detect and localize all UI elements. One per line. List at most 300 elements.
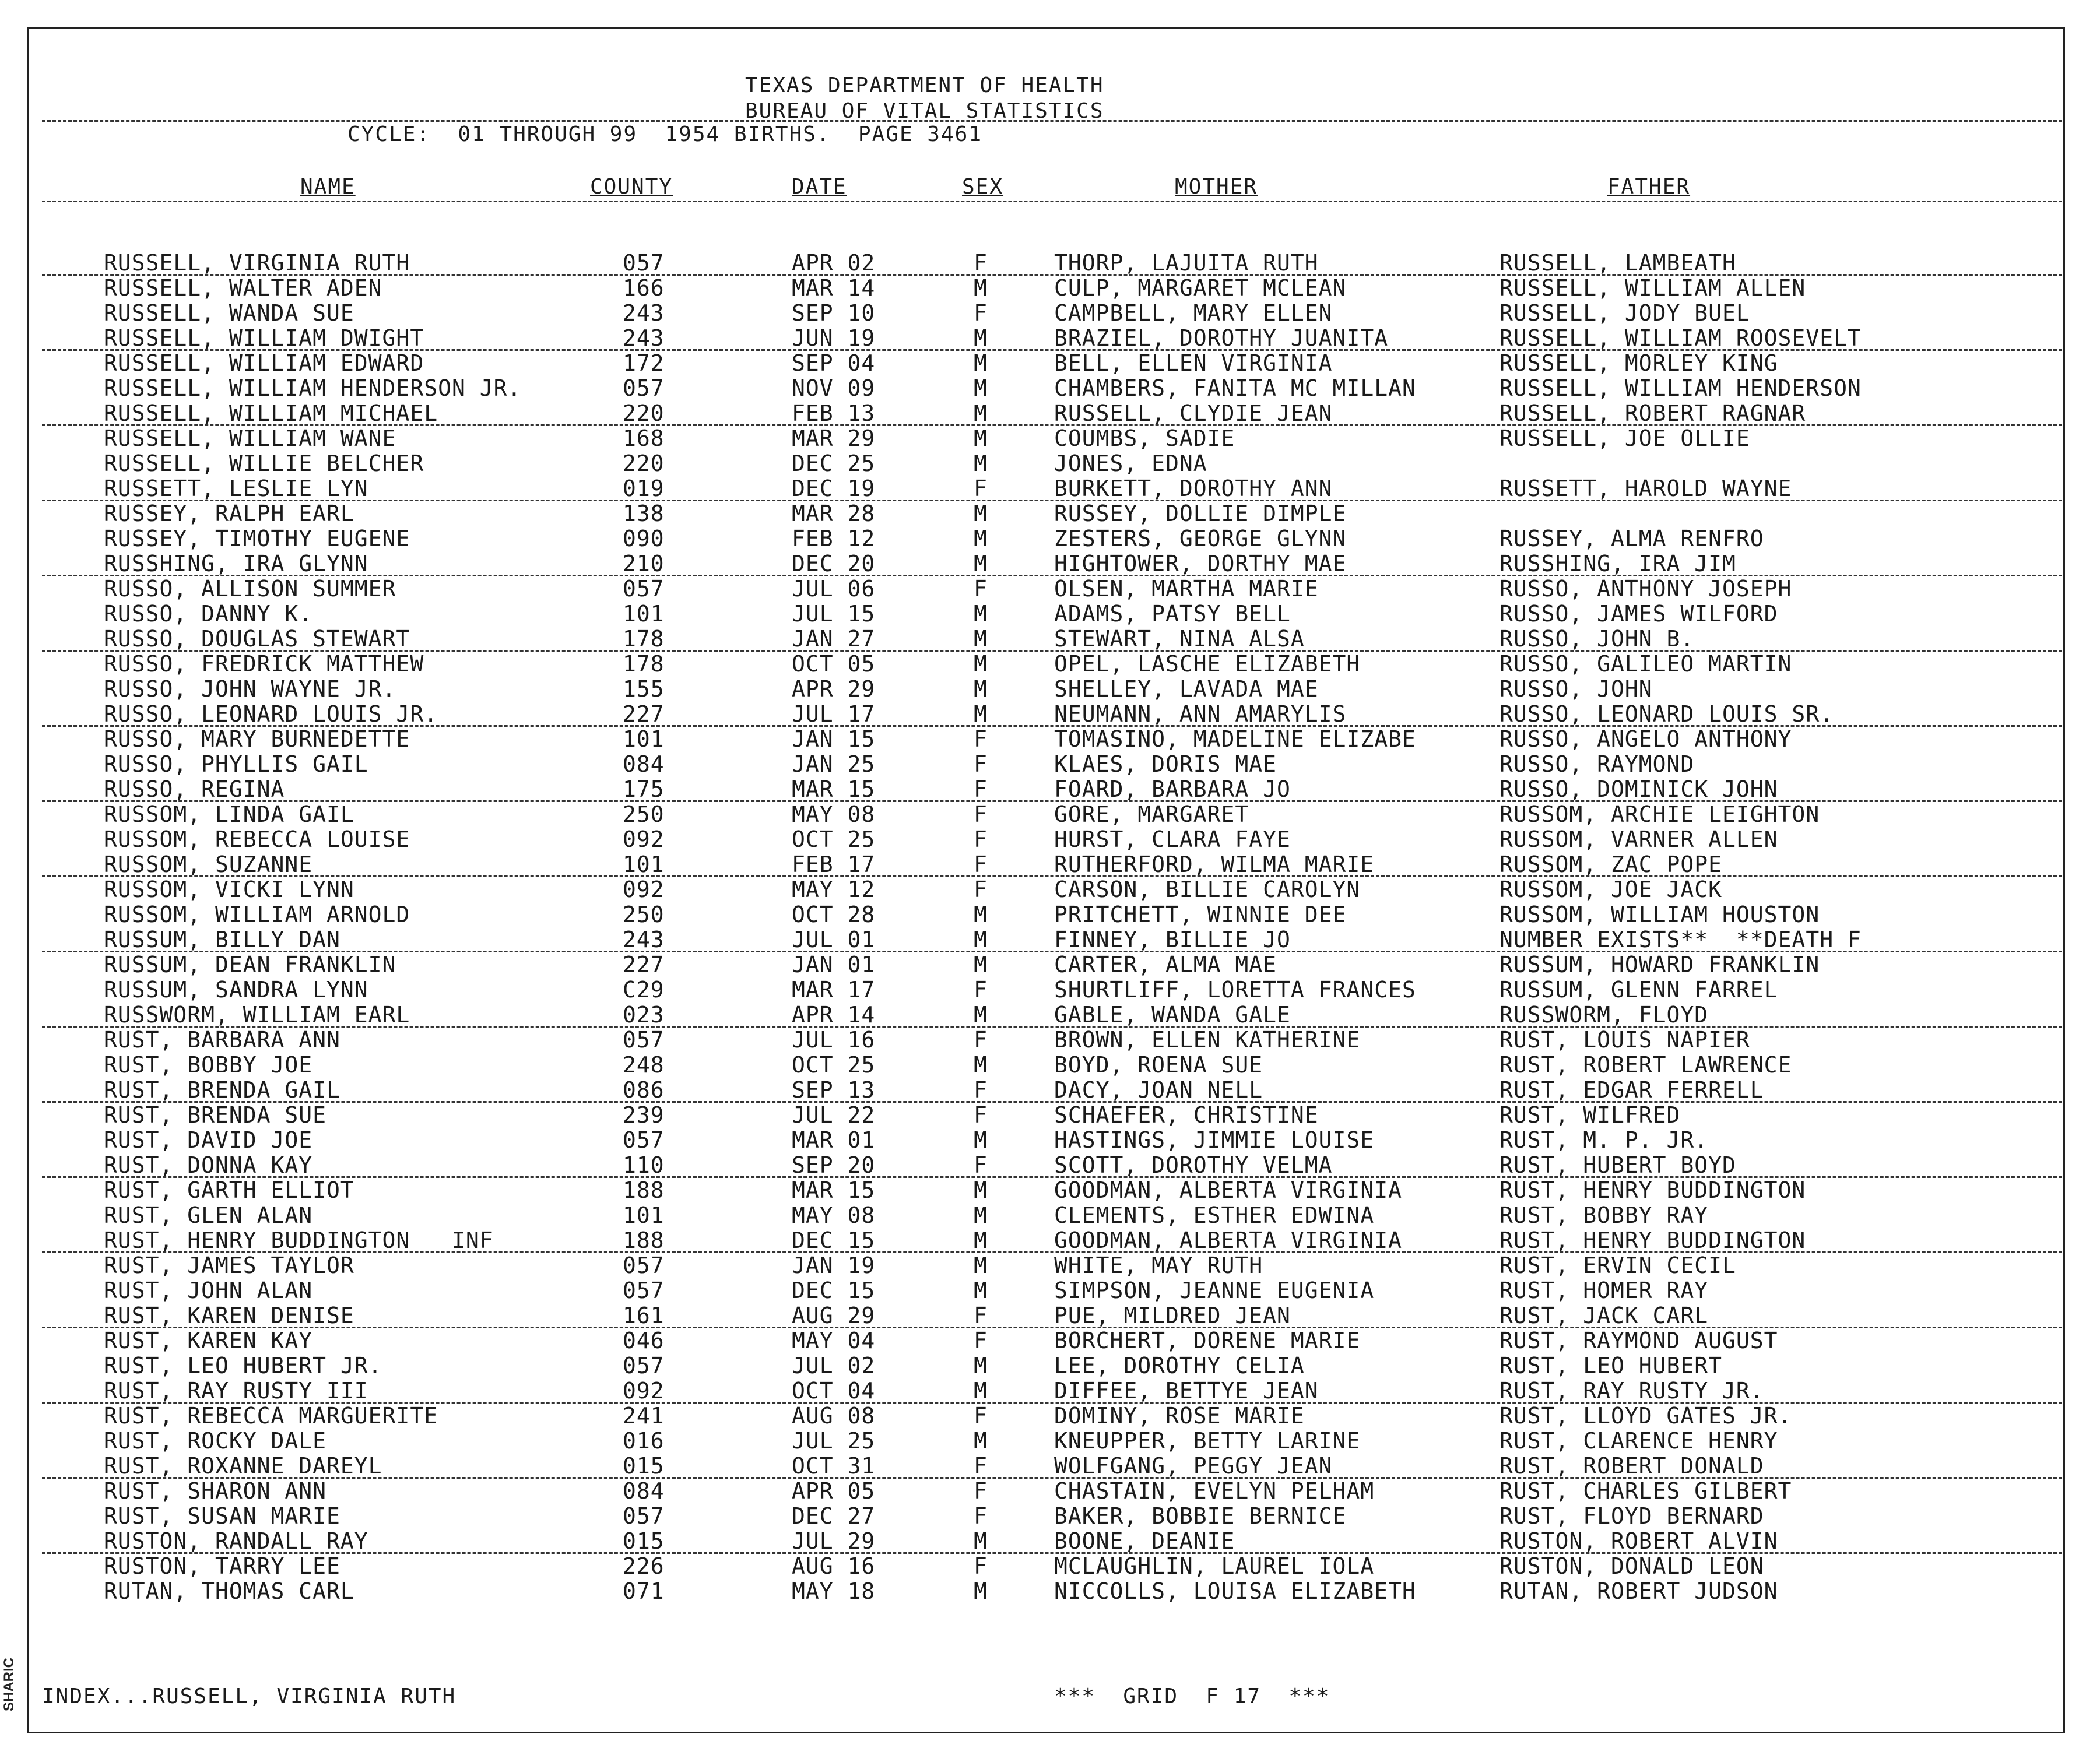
cell-sex: M [974, 501, 988, 526]
cell-county: 071 [623, 1578, 665, 1604]
cell-date: DEC 19 [792, 476, 876, 501]
table-row [0, 376, 2100, 401]
cell-name: RUST, ROXANNE DAREYL [104, 1453, 382, 1479]
cell-date: SEP 10 [792, 300, 876, 326]
side-label: SHARIC [1, 1658, 17, 1712]
cell-sex: M [974, 1127, 988, 1153]
table-row [0, 426, 2100, 451]
cell-sex: F [974, 1027, 988, 1053]
cell-sex: M [974, 425, 988, 451]
cell-mother: HURST, CLARA FAYE [1054, 826, 1291, 852]
cell-name: RUST, GARTH ELLIOT [104, 1177, 354, 1203]
cell-date: MAY 18 [792, 1578, 876, 1604]
cell-mother: SCOTT, DOROTHY VELMA [1054, 1152, 1333, 1178]
cell-date: APR 14 [792, 1002, 876, 1028]
cell-county: 057 [623, 250, 665, 276]
cell-county: 220 [623, 451, 665, 476]
cell-father: RUSSO, JOHN B. [1500, 626, 1695, 652]
cell-county: 057 [623, 1353, 665, 1378]
cell-father: RUSSOM, ZAC POPE [1500, 852, 1723, 877]
cell-name: RUSSWORM, WILLIAM EARL [104, 1002, 410, 1028]
table-row [0, 1479, 2100, 1504]
cell-name: RUSSELL, WILLIAM WANE [104, 425, 396, 451]
cell-county: 086 [623, 1077, 665, 1103]
cell-mother: COUMBS, SADIE [1054, 425, 1235, 451]
cell-county: 250 [623, 902, 665, 927]
cell-name: RUST, REBECCA MARGUERITE [104, 1403, 438, 1429]
cell-mother: ADAMS, PATSY BELL [1054, 601, 1291, 627]
cell-name: RUSSELL, WILLIE BELCHER [104, 451, 424, 476]
cell-sex: M [974, 1278, 988, 1303]
cell-sex: M [974, 676, 988, 702]
cell-county: 016 [623, 1428, 665, 1454]
cell-date: JUL 25 [792, 1428, 876, 1454]
cell-date: OCT 04 [792, 1378, 876, 1404]
cell-name: RUST, LEO HUBERT JR. [104, 1353, 382, 1378]
table-row [0, 977, 2100, 1003]
cell-mother: SIMPSON, JEANNE EUGENIA [1054, 1278, 1375, 1303]
cell-county: 166 [623, 275, 665, 301]
cell-father: RUSSO, DOMINICK JOHN [1500, 776, 1778, 802]
cell-mother: DACY, JOAN NELL [1054, 1077, 1263, 1103]
cell-date: JAN 01 [792, 952, 876, 977]
table-row [0, 1178, 2100, 1203]
cell-father: RUST, CHARLES GILBERT [1500, 1478, 1792, 1504]
cell-father: RUSSO, ANGELO ANTHONY [1500, 726, 1792, 752]
cell-name: RUST, KAREN DENISE [104, 1303, 354, 1328]
cell-father: RUST, FLOYD BERNARD [1500, 1503, 1764, 1529]
cell-sex: F [974, 1152, 988, 1178]
cell-mother: TOMASINO, MADELINE ELIZABE [1054, 726, 1416, 752]
cell-date: DEC 27 [792, 1503, 876, 1529]
cell-father: RUTAN, ROBERT JUDSON [1500, 1578, 1778, 1604]
cell-mother: SHELLEY, LAVADA MAE [1054, 676, 1319, 702]
cell-name: RUSSEY, RALPH EARL [104, 501, 354, 526]
cell-mother: PRITCHETT, WINNIE DEE [1054, 902, 1347, 927]
cell-county: 101 [623, 601, 665, 627]
cell-sex: M [974, 952, 988, 977]
footer-grid: *** GRID F 17 *** [1054, 1684, 1330, 1708]
cell-father: RUSTON, ROBERT ALVIN [1500, 1528, 1778, 1554]
cell-father: RUST, ROBERT DONALD [1500, 1453, 1764, 1479]
table-row [0, 1203, 2100, 1228]
cell-name: RUSSELL, WILLIAM HENDERSON JR. [104, 375, 522, 401]
cell-father: RUST, RAY RUSTY JR. [1500, 1378, 1764, 1404]
cell-father: RUSSO, ANTHONY JOSEPH [1500, 576, 1792, 602]
cell-name: RUSSUM, SANDRA LYNN [104, 977, 368, 1003]
cell-name: RUSSEY, TIMOTHY EUGENE [104, 526, 410, 551]
cell-date: OCT 25 [792, 826, 876, 852]
table-row [0, 326, 2100, 351]
cell-date: MAR 14 [792, 275, 876, 301]
cell-date: OCT 25 [792, 1052, 876, 1078]
header-bureau: BUREAU OF VITAL STATISTICS [745, 99, 1104, 123]
cell-name: RUSSO, DANNY K. [104, 601, 313, 627]
cell-name: RUSSELL, WANDA SUE [104, 300, 354, 326]
cell-sex: M [974, 325, 988, 351]
cell-name: RUST, DONNA KAY [104, 1152, 313, 1178]
cell-date: JUL 29 [792, 1528, 876, 1554]
table-row [0, 777, 2100, 802]
cell-sex: M [974, 1428, 988, 1454]
cell-father: RUSSELL, JODY BUEL [1500, 300, 1750, 326]
cell-date: APR 29 [792, 676, 876, 702]
cell-name: RUSSOM, WILLIAM ARNOLD [104, 902, 410, 927]
cell-mother: RUTHERFORD, WILMA MARIE [1054, 852, 1375, 877]
cell-name: RUSSO, JOHN WAYNE JR. [104, 676, 396, 702]
cell-county: C29 [623, 977, 665, 1003]
cell-county: 110 [623, 1152, 665, 1178]
cell-county: 057 [623, 1127, 665, 1153]
cell-date: JUL 15 [792, 601, 876, 627]
cell-name: RUSSOM, REBECCA LOUISE [104, 826, 410, 852]
cell-date: AUG 29 [792, 1303, 876, 1328]
cell-sex: F [974, 877, 988, 902]
cell-mother: WOLFGANG, PEGGY JEAN [1054, 1453, 1333, 1479]
cell-sex: M [974, 400, 988, 426]
cell-county: 226 [623, 1553, 665, 1579]
cell-date: DEC 15 [792, 1228, 876, 1253]
cell-name: RUST, BARBARA ANN [104, 1027, 340, 1053]
cell-sex: F [974, 776, 988, 802]
cell-sex: M [974, 1578, 988, 1604]
cell-mother: RUSSELL, CLYDIE JEAN [1054, 400, 1333, 426]
cell-father: RUST, ROBERT LAWRENCE [1500, 1052, 1792, 1078]
table-row [0, 752, 2100, 777]
cell-mother: GOODMAN, ALBERTA VIRGINIA [1054, 1177, 1402, 1203]
cell-mother: FINNEY, BILLIE JO [1054, 927, 1291, 952]
header-department: TEXAS DEPARTMENT OF HEALTH [745, 73, 1104, 97]
table-row [0, 1378, 2100, 1404]
cell-date: FEB 12 [792, 526, 876, 551]
cell-date: FEB 17 [792, 852, 876, 877]
cell-name: RUSSO, FREDRICK MATTHEW [104, 651, 424, 677]
cell-mother: KLAES, DORIS MAE [1054, 751, 1277, 777]
cell-sex: F [974, 1328, 988, 1353]
table-row [0, 1353, 2100, 1378]
cell-county: 092 [623, 1378, 665, 1404]
table-row [0, 677, 2100, 702]
cell-mother: NICCOLLS, LOUISA ELIZABETH [1054, 1578, 1416, 1604]
cell-date: MAR 28 [792, 501, 876, 526]
cell-mother: DIFFEE, BETTYE JEAN [1054, 1378, 1319, 1404]
cell-county: 188 [623, 1228, 665, 1253]
col-header-sex: SEX [962, 175, 1004, 199]
table-row [0, 1303, 2100, 1328]
cell-father: RUSTON, DONALD LEON [1500, 1553, 1764, 1579]
cell-mother: RUSSEY, DOLLIE DIMPLE [1054, 501, 1347, 526]
cell-sex: M [974, 551, 988, 576]
cell-mother: CARSON, BILLIE CAROLYN [1054, 877, 1361, 902]
cell-sex: F [974, 1403, 988, 1429]
cell-date: MAR 29 [792, 425, 876, 451]
cell-county: 057 [623, 375, 665, 401]
cell-mother: BURKETT, DOROTHY ANN [1054, 476, 1333, 501]
table-row [0, 1028, 2100, 1053]
cell-father: RUSSELL, LAMBEATH [1500, 250, 1736, 276]
cell-father: RUST, LLOYD GATES JR. [1500, 1403, 1792, 1429]
table-row [0, 451, 2100, 476]
cell-mother: CHASTAIN, EVELYN PELHAM [1054, 1478, 1375, 1504]
cell-sex: F [974, 476, 988, 501]
cell-date: OCT 28 [792, 902, 876, 927]
cell-mother: MCLAUGHLIN, LAUREL IOLA [1054, 1553, 1375, 1579]
cell-county: 243 [623, 927, 665, 952]
cell-name: RUSSUM, BILLY DAN [104, 927, 340, 952]
cell-sex: M [974, 1202, 988, 1228]
cell-name: RUSSOM, VICKI LYNN [104, 877, 354, 902]
cell-mother: HASTINGS, JIMMIE LOUISE [1054, 1127, 1375, 1153]
cell-mother: CLEMENTS, ESTHER EDWINA [1054, 1202, 1375, 1228]
cell-father: RUSSHING, IRA JIM [1500, 551, 1736, 576]
cell-mother: KNEUPPER, BETTY LARINE [1054, 1428, 1361, 1454]
cell-mother: OPEL, LASCHE ELIZABETH [1054, 651, 1361, 677]
cell-county: 172 [623, 350, 665, 376]
cell-mother: CULP, MARGARET MCLEAN [1054, 275, 1347, 301]
table-row [0, 852, 2100, 877]
cell-date: FEB 13 [792, 400, 876, 426]
cell-sex: M [974, 350, 988, 376]
table-row [0, 551, 2100, 576]
table-row [0, 301, 2100, 326]
cell-sex: F [974, 1503, 988, 1529]
cell-mother: OLSEN, MARTHA MARIE [1054, 576, 1319, 602]
cell-name: RUSSO, PHYLLIS GAIL [104, 751, 368, 777]
cell-date: JAN 25 [792, 751, 876, 777]
cell-county: 250 [623, 801, 665, 827]
cell-mother: SHURTLIFF, LORETTA FRANCES [1054, 977, 1416, 1003]
cell-county: 101 [623, 852, 665, 877]
cell-county: 227 [623, 952, 665, 977]
cell-sex: M [974, 1228, 988, 1253]
cell-name: RUSSETT, LESLIE LYN [104, 476, 368, 501]
table-row [0, 576, 2100, 602]
cell-county: 210 [623, 551, 665, 576]
cell-father: RUST, EDGAR FERRELL [1500, 1077, 1764, 1103]
cell-name: RUST, HENRY BUDDINGTON INF [104, 1228, 494, 1253]
cell-sex: F [974, 576, 988, 602]
table-row [0, 1278, 2100, 1303]
table-row [0, 501, 2100, 526]
cell-mother: NEUMANN, ANN AMARYLIS [1054, 701, 1347, 727]
cell-father: RUST, HOMER RAY [1500, 1278, 1709, 1303]
header-cycle: CYCLE: 01 THROUGH 99 1954 BIRTHS. PAGE 3461 [347, 122, 982, 146]
cell-date: MAR 01 [792, 1127, 876, 1153]
table-row [0, 1053, 2100, 1078]
cell-name: RUSTON, RANDALL RAY [104, 1528, 368, 1554]
cell-county: 057 [623, 1027, 665, 1053]
cell-sex: F [974, 1553, 988, 1579]
cell-county: 188 [623, 1177, 665, 1203]
cell-county: 101 [623, 1202, 665, 1228]
cell-mother: BOYD, ROENA SUE [1054, 1052, 1263, 1078]
table-row [0, 952, 2100, 977]
cell-sex: M [974, 601, 988, 627]
cell-sex: M [974, 375, 988, 401]
cell-mother: BOONE, DEANIE [1054, 1528, 1235, 1554]
cell-date: MAR 15 [792, 776, 876, 802]
cell-name: RUSSELL, WILLIAM DWIGHT [104, 325, 424, 351]
cell-sex: M [974, 1253, 988, 1278]
cell-father: RUST, LEO HUBERT [1500, 1353, 1723, 1378]
cell-name: RUST, SHARON ANN [104, 1478, 327, 1504]
cell-sex: F [974, 801, 988, 827]
cell-name: RUSSO, REGINA [104, 776, 285, 802]
cell-father: RUSSELL, MORLEY KING [1500, 350, 1778, 376]
cell-mother: THORP, LAJUITA RUTH [1054, 250, 1319, 276]
cell-mother: FOARD, BARBARA JO [1054, 776, 1291, 802]
cell-sex: M [974, 275, 988, 301]
cell-date: JUL 02 [792, 1353, 876, 1378]
cell-father: RUSSUM, GLENN FARREL [1500, 977, 1778, 1003]
table-row [0, 1003, 2100, 1028]
table-row [0, 627, 2100, 652]
cell-sex: M [974, 1002, 988, 1028]
table-row [0, 1454, 2100, 1479]
cell-date: OCT 05 [792, 651, 876, 677]
cell-county: 084 [623, 751, 665, 777]
table-row [0, 702, 2100, 727]
cell-father: RUST, WILFRED [1500, 1102, 1681, 1128]
table-row [0, 1579, 2100, 1604]
cell-county: 241 [623, 1403, 665, 1429]
cell-date: DEC 15 [792, 1278, 876, 1303]
cell-date: JUL 22 [792, 1102, 876, 1128]
table-row [0, 251, 2100, 276]
cell-father: RUSSO, GALILEO MARTIN [1500, 651, 1792, 677]
table-row [0, 276, 2100, 301]
cell-sex: F [974, 977, 988, 1003]
cell-mother: BELL, ELLEN VIRGINIA [1054, 350, 1333, 376]
cell-date: SEP 13 [792, 1077, 876, 1103]
cell-county: 092 [623, 877, 665, 902]
table-row [0, 476, 2100, 501]
cell-county: 161 [623, 1303, 665, 1328]
cell-father: RUSSEY, ALMA RENFRO [1500, 526, 1764, 551]
cell-name: RUSSELL, WILLIAM MICHAEL [104, 400, 438, 426]
header-divider [42, 120, 2062, 122]
cell-date: MAY 12 [792, 877, 876, 902]
cell-county: 155 [623, 676, 665, 702]
cell-mother: GORE, MARGARET [1054, 801, 1249, 827]
cell-county: 057 [623, 1503, 665, 1529]
cell-county: 243 [623, 325, 665, 351]
cell-county: 248 [623, 1052, 665, 1078]
cell-name: RUST, ROCKY DALE [104, 1428, 327, 1454]
cell-mother: CARTER, ALMA MAE [1054, 952, 1277, 977]
cell-county: 023 [623, 1002, 665, 1028]
cell-name: RUTAN, THOMAS CARL [104, 1578, 354, 1604]
cell-sex: M [974, 701, 988, 727]
cell-county: 090 [623, 526, 665, 551]
cell-date: MAY 08 [792, 1202, 876, 1228]
cell-sex: F [974, 852, 988, 877]
table-row [0, 351, 2100, 376]
col-header-mother: MOTHER [1175, 175, 1258, 199]
cell-date: SEP 20 [792, 1152, 876, 1178]
cell-mother: HIGHTOWER, DORTHY MAE [1054, 551, 1347, 576]
table-row [0, 902, 2100, 927]
cell-county: 239 [623, 1102, 665, 1128]
cell-mother: WHITE, MAY RUTH [1054, 1253, 1263, 1278]
cell-name: RUST, GLEN ALAN [104, 1202, 313, 1228]
cell-name: RUSSELL, VIRGINIA RUTH [104, 250, 410, 276]
cell-father: RUSSETT, HAROLD WAYNE [1500, 476, 1792, 501]
cell-father: RUST, HUBERT BOYD [1500, 1152, 1736, 1178]
table-row [0, 1404, 2100, 1429]
cell-name: RUST, SUSAN MARIE [104, 1503, 340, 1529]
cell-date: MAR 15 [792, 1177, 876, 1203]
cell-date: AUG 16 [792, 1553, 876, 1579]
cell-father: RUST, M. P. JR. [1500, 1127, 1709, 1153]
cell-sex: F [974, 726, 988, 752]
cell-name: RUST, BRENDA SUE [104, 1102, 327, 1128]
cell-date: DEC 25 [792, 451, 876, 476]
cell-name: RUST, JOHN ALAN [104, 1278, 313, 1303]
footer-index: INDEX...RUSSELL, VIRGINIA RUTH [42, 1684, 456, 1708]
cell-sex: M [974, 927, 988, 952]
cell-county: 178 [623, 651, 665, 677]
cell-father: RUSSO, JOHN [1500, 676, 1653, 702]
table-row [0, 652, 2100, 677]
cell-father: RUSSELL, ROBERT RAGNAR [1500, 400, 1806, 426]
cell-father: NUMBER EXISTS** **DEATH F [1500, 927, 1862, 952]
table-row [0, 401, 2100, 426]
cell-name: RUST, RAY RUSTY III [104, 1378, 368, 1404]
cell-date: JAN 19 [792, 1253, 876, 1278]
cell-mother: LEE, DOROTHY CELIA [1054, 1353, 1305, 1378]
table-row [0, 1253, 2100, 1278]
cell-date: DEC 20 [792, 551, 876, 576]
cell-county: 015 [623, 1528, 665, 1554]
cell-name: RUSSO, MARY BURNEDETTE [104, 726, 410, 752]
cell-mother: JONES, EDNA [1054, 451, 1207, 476]
cell-sex: M [974, 451, 988, 476]
table-row [0, 1328, 2100, 1353]
cell-date: MAY 08 [792, 801, 876, 827]
cell-mother: CAMPBELL, MARY ELLEN [1054, 300, 1333, 326]
cell-name: RUSSOM, SUZANNE [104, 852, 313, 877]
table-row [0, 1429, 2100, 1454]
cell-mother: PUE, MILDRED JEAN [1054, 1303, 1291, 1328]
cell-father: RUSSOM, ARCHIE LEIGHTON [1500, 801, 1820, 827]
cell-mother: STEWART, NINA ALSA [1054, 626, 1305, 652]
table-row [0, 1153, 2100, 1178]
cell-date: JUL 06 [792, 576, 876, 602]
col-header-county: COUNTY [590, 175, 673, 199]
cell-sex: M [974, 526, 988, 551]
cell-county: 101 [623, 726, 665, 752]
table-row [0, 1228, 2100, 1253]
table-row [0, 727, 2100, 752]
cell-date: MAY 04 [792, 1328, 876, 1353]
cell-father: RUSSOM, WILLIAM HOUSTON [1500, 902, 1820, 927]
table-row [0, 526, 2100, 551]
cell-father: RUST, BOBBY RAY [1500, 1202, 1709, 1228]
cell-name: RUSSO, ALLISON SUMMER [104, 576, 396, 602]
cell-date: SEP 04 [792, 350, 876, 376]
cell-father: RUSSELL, WILLIAM HENDERSON [1500, 375, 1862, 401]
cell-father: RUST, ERVIN CECIL [1500, 1253, 1736, 1278]
cell-father: RUST, HENRY BUDDINGTON [1500, 1228, 1806, 1253]
cell-mother: BROWN, ELLEN KATHERINE [1054, 1027, 1361, 1053]
table-row [0, 1504, 2100, 1529]
cell-county: 019 [623, 476, 665, 501]
cell-date: AUG 08 [792, 1403, 876, 1429]
cell-name: RUSSO, DOUGLAS STEWART [104, 626, 410, 652]
cell-father: RUSSO, JAMES WILFORD [1500, 601, 1778, 627]
cell-date: JAN 27 [792, 626, 876, 652]
